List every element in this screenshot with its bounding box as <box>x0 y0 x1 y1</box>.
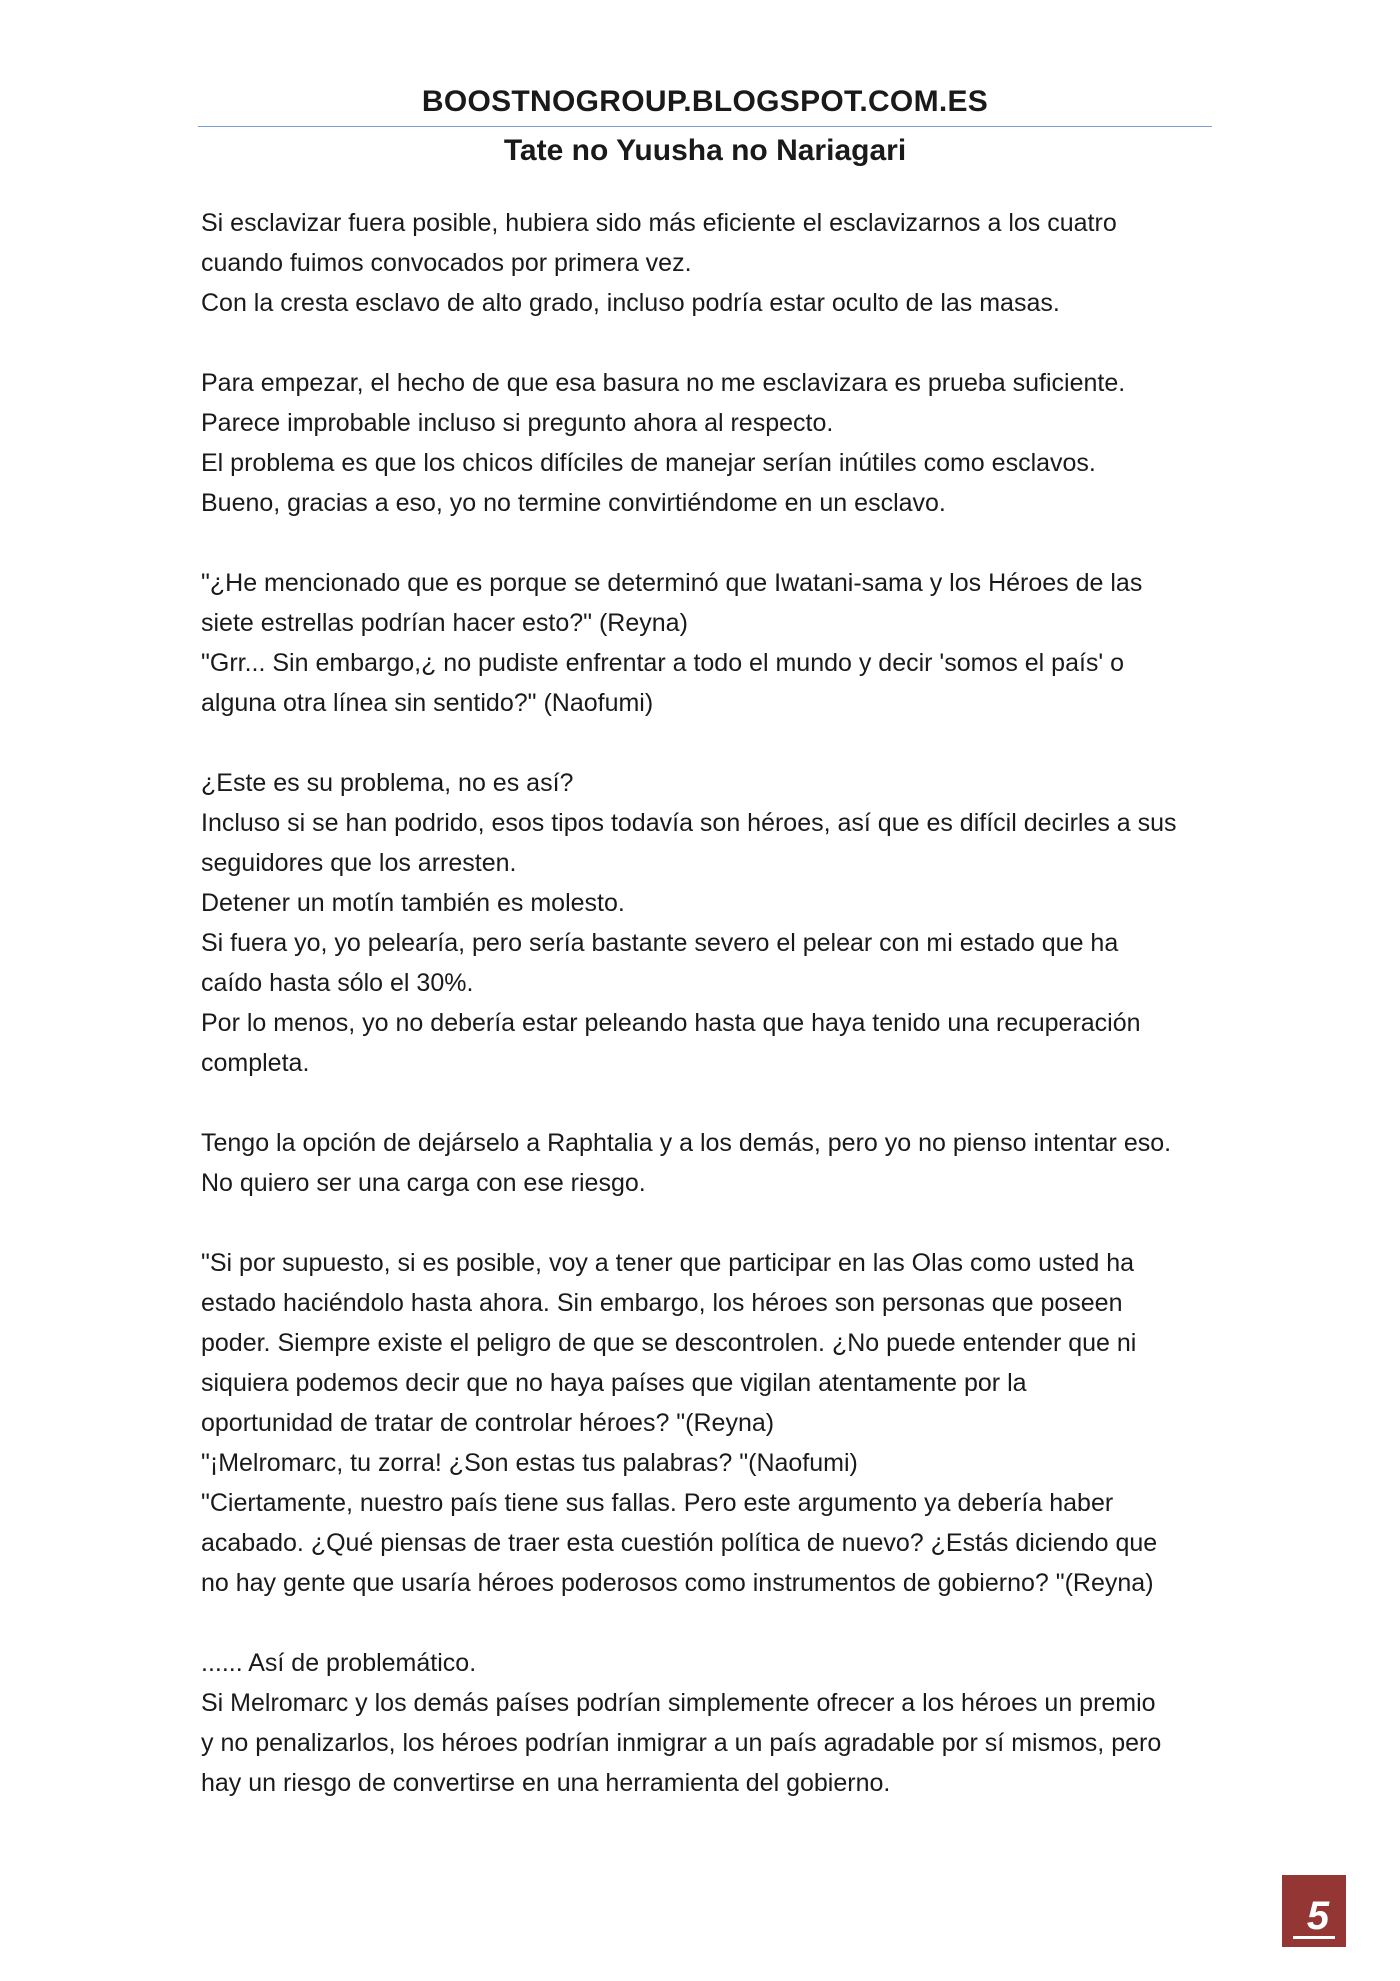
text-line: "¿He mencionado que es porque se determinó que Iwatani-sama y los Héroes de las <box>201 569 1143 597</box>
paragraph <box>201 563 1211 723</box>
paragraph <box>201 1123 1211 1203</box>
book-title: Tate no Yuusha no Nariagari <box>503 134 907 167</box>
text-line: Bueno, gracias a eso, yo no termine convirtiéndome en un esclavo. <box>201 489 946 517</box>
text-line: y no penalizarlos, los héroes podrían inmigrar a un país agradable por sí mismos, pero <box>201 1729 1162 1757</box>
text-line: Parece improbable incluso si pregunto ahora al respecto. <box>201 409 834 437</box>
text-line: El problema es que los chicos difíciles de manejar serían inútiles como esclavos. <box>201 449 1096 477</box>
paragraph <box>201 763 1211 1083</box>
text-line: Incluso si se han podrido, esos tipos todavía son héroes, así que es difícil decirles a sus <box>201 809 1177 837</box>
text-line: Detener un motín también es molesto. <box>201 889 625 917</box>
text-line: "Grr... Sin embargo,¿ no pudiste enfrentar a todo el mundo y decir 'somos el país' o <box>201 649 1125 677</box>
paragraph <box>201 1243 1211 1603</box>
site-title: BOOSTNOGROUP.BLOGSPOT.COM.ES <box>421 85 989 118</box>
text-line: alguna otra línea sin sentido?" (Naofumi) <box>201 689 654 717</box>
text-line: siete estrellas podrían hacer esto?" (Reyna) <box>201 609 688 637</box>
text-line: "Ciertamente, nuestro país tiene sus fallas. Pero este argumento ya debería haber <box>201 1489 1114 1517</box>
text-line: No quiero ser una carga con ese riesgo. <box>201 1169 646 1197</box>
text-line: no hay gente que usaría héroes poderosos como instrumentos de gobierno? "(Reyna) <box>201 1569 1154 1597</box>
text-line: hay un riesgo de convertirse en una herramienta del gobierno. <box>201 1769 891 1797</box>
text-line: Por lo menos, yo no debería estar peleando hasta que haya tenido una recuperación <box>201 1009 1141 1037</box>
text-line: seguidores que los arresten. <box>201 849 517 877</box>
text-line: completa. <box>201 1049 310 1077</box>
text-line: Con la cresta esclavo de alto grado, incluso podría estar oculto de las masas. <box>201 289 1060 317</box>
text-line: Si fuera yo, yo pelearía, pero sería bastante severo el pelear con mi estado que ha <box>201 929 1119 957</box>
text-line: cuando fuimos convocados por primera vez. <box>201 249 692 277</box>
text-line: acabado. ¿Qué piensas de traer esta cuestión política de nuevo? ¿Estás diciendo que <box>201 1529 1158 1557</box>
text-line: Si Melromarc y los demás países podrían simplemente ofrecer a los héroes un premio <box>201 1689 1156 1717</box>
paragraph <box>201 363 1211 523</box>
text-line: Tengo la opción de dejárselo a Raphtalia y a los demás, pero yo no pienso intentar eso. <box>201 1129 1172 1157</box>
text-line: Si esclavizar fuera posible, hubiera sido más eficiente el esclavizarnos a los cuatro <box>201 209 1117 237</box>
text-line: ...... Así de problemático. <box>201 1649 477 1677</box>
text-line: oportunidad de tratar de controlar héroes? "(Reyna) <box>201 1409 775 1437</box>
page-number-badge <box>1282 1875 1346 1947</box>
document-body <box>201 203 1211 1803</box>
text-line: estado haciéndolo hasta ahora. Sin embargo, los héroes son personas que poseen <box>201 1289 1123 1317</box>
text-line: "Si por supuesto, si es posible, voy a tener que participar en las Olas como usted ha <box>201 1249 1134 1277</box>
paragraph <box>201 1643 1211 1803</box>
page-number: 5 <box>1293 1896 1335 1939</box>
text-line: Para empezar, el hecho de que esa basura no me esclavizara es prueba suficiente. <box>201 369 1126 397</box>
text-line: siquiera podemos decir que no haya países que vigilan atentamente por la <box>201 1369 1027 1397</box>
text-line: "¡Melromarc, tu zorra! ¿Son estas tus palabras? "(Naofumi) <box>201 1449 858 1477</box>
header-divider <box>198 126 1212 127</box>
page-header <box>198 82 1212 171</box>
text-line: poder. Siempre existe el peligro de que se descontrolen. ¿No puede entender que ni <box>201 1329 1137 1357</box>
text-line: caído hasta sólo el 30%. <box>201 969 474 997</box>
paragraph <box>201 203 1211 323</box>
text-line: ¿Este es su problema, no es así? <box>201 769 574 797</box>
